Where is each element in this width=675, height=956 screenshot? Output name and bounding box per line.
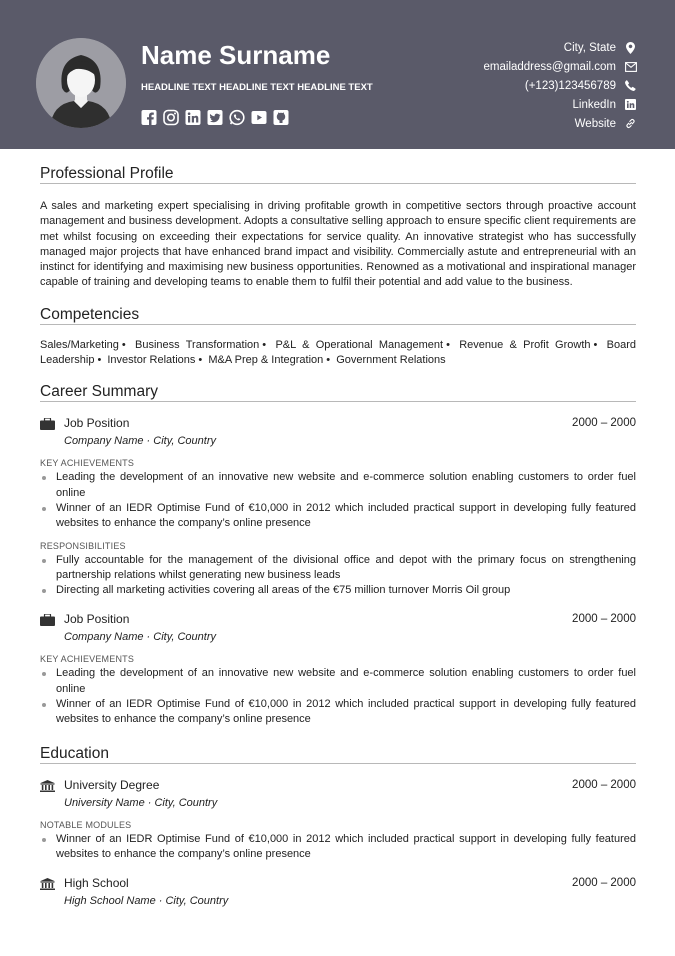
competency-item: Sales/Marketing [40,338,119,351]
social-links [141,109,289,126]
contact-location-text: City, State [563,41,616,54]
achievements-list [40,470,636,531]
list-item: Leading the development of an innovative new website and e-commerce solution enabling customers to order fuel online [40,666,636,697]
degree-title: University Degree [64,777,160,792]
school-name: University Name · City, Country [64,796,218,809]
job-dates: 2000 – 2000 [572,613,636,626]
job-position: Job Position [64,612,130,627]
separator-dot: • [262,338,267,351]
contact-email[interactable] [397,57,637,76]
whatsapp-icon[interactable] [229,109,245,126]
job-entry [40,612,636,727]
profile-heading: Professional Profile [40,163,636,184]
location-pin-icon [624,41,637,54]
job-company: Company Name · City, Country [64,435,217,448]
contact-phone[interactable] [397,76,637,95]
competency-item: Board Leadership [40,338,637,367]
candidate-name: Name Surname [141,40,331,70]
job-company: Company Name · City, Country [64,631,217,644]
list-item: Winner of an IEDR Optimise Fund of €10,000 in 2012 which included practical support in developing fully featured websites to enhance the company’s online presence [40,501,636,532]
education-header [40,778,636,795]
contact-website[interactable] [397,114,637,133]
contact-linkedin[interactable] [397,95,637,114]
separator-dot: • [446,338,450,351]
competencies-list [40,338,636,369]
profile-section [40,163,636,291]
education-entry [40,876,636,909]
education-dates: 2000 – 2000 [572,778,636,791]
linkedin-icon[interactable] [185,109,201,126]
contact-list [397,38,637,133]
competency-item: P&L & Operational Management [275,338,444,351]
profile-text: A sales and marketing expert specialising in driving profitable growth in competitive sectors through proactive account management and business development. Adopts a consultative selling approach to ensure specific client requirements are met whilst focusing on exceeding their expectations for service quality. An innovative strategist who has successfully managed major projects that have enhanced brand impact and visibility. Commercially astute and entrepreneurial with an instinct for identifying and maximising new business opportunities. Renowned as a motivational and inspirational manager capable of training and developing teams to enable them to fulfil their potential and add value to the business. [40,200,636,289]
contact-location [397,38,637,57]
header-banner [0,0,675,149]
university-icon [40,878,55,890]
separator-dot: • [198,354,203,367]
career-heading: Career Summary [40,381,636,402]
envelope-icon [624,60,637,73]
contact-email-text[interactable]: emailaddress@gmail.com [483,60,616,73]
list-item: Winner of an IEDR Optimise Fund of €10,000 in 2012 which included practical support in developing fully featured websites to enhance the company’s online presence [40,697,636,728]
education-heading: Education [40,743,636,764]
education-section [40,743,636,910]
job-dates: 2000 – 2000 [572,417,636,430]
separator-dot: • [593,338,598,351]
briefcase-icon [40,418,55,430]
contact-phone-text[interactable]: (+123)123456789 [524,79,616,92]
briefcase-icon [40,614,55,626]
responsibilities-list [40,553,636,599]
separator-dot: • [97,354,102,367]
competency-item: Government Relations [336,354,446,367]
avatar [36,38,126,128]
education-header [40,876,636,893]
instagram-icon[interactable] [163,109,179,126]
github-icon[interactable] [273,109,289,126]
list-item: Directing all marketing activities covering all areas of the €75 million turnover Morris Oil group [40,583,636,598]
competency-item: Revenue & Profit Growth [459,338,591,351]
job-header [40,612,636,629]
headline: HEADLINE TEXT HEADLINE TEXT HEADLINE TEXT [141,82,373,93]
modules-list [40,832,636,863]
job-header [40,416,636,433]
degree-title: High School [64,876,129,891]
competencies-heading: Competencies [40,304,636,325]
phone-icon [624,79,637,92]
resume-body [40,149,636,909]
competency-item: Business Transformation [135,338,260,351]
twitter-icon[interactable] [207,109,223,126]
responsibilities-label: RESPONSIBILITIES [40,540,126,551]
job-entry [40,416,636,598]
person-silhouette-icon [36,38,126,128]
university-icon [40,780,55,792]
modules-label: NOTABLE MODULES [40,819,132,830]
linkedin-icon [624,98,637,111]
facebook-icon[interactable] [141,109,157,126]
competencies-section [40,304,636,369]
competency-item: M&A Prep & Integration [208,354,324,367]
list-item: Leading the development of an innovative new website and e-commerce solution enabling customers to order fuel online [40,470,636,501]
link-icon [624,117,637,130]
list-item: Fully accountable for the management of the divisional office and depot with the primary focus on strengthening partnership relations whilst generating new business leads [40,553,636,584]
school-name: High School Name · City, Country [64,895,229,908]
achievements-list [40,666,636,727]
separator-dot: • [121,338,126,351]
education-entry [40,778,636,863]
career-section [40,381,636,727]
education-dates: 2000 – 2000 [572,877,636,890]
competency-item: Investor Relations [107,354,196,367]
achievements-label: KEY ACHIEVEMENTS [40,654,135,665]
separator-dot: • [326,354,331,367]
list-item: Winner of an IEDR Optimise Fund of €10,000 in 2012 which included practical support in developing fully featured websites to enhance the company’s online presence [40,832,636,863]
contact-linkedin-text[interactable]: LinkedIn [572,98,616,111]
achievements-label: KEY ACHIEVEMENTS [40,458,135,469]
job-position: Job Position [64,416,130,431]
contact-website-text[interactable]: Website [574,117,616,130]
youtube-icon[interactable] [251,109,267,126]
